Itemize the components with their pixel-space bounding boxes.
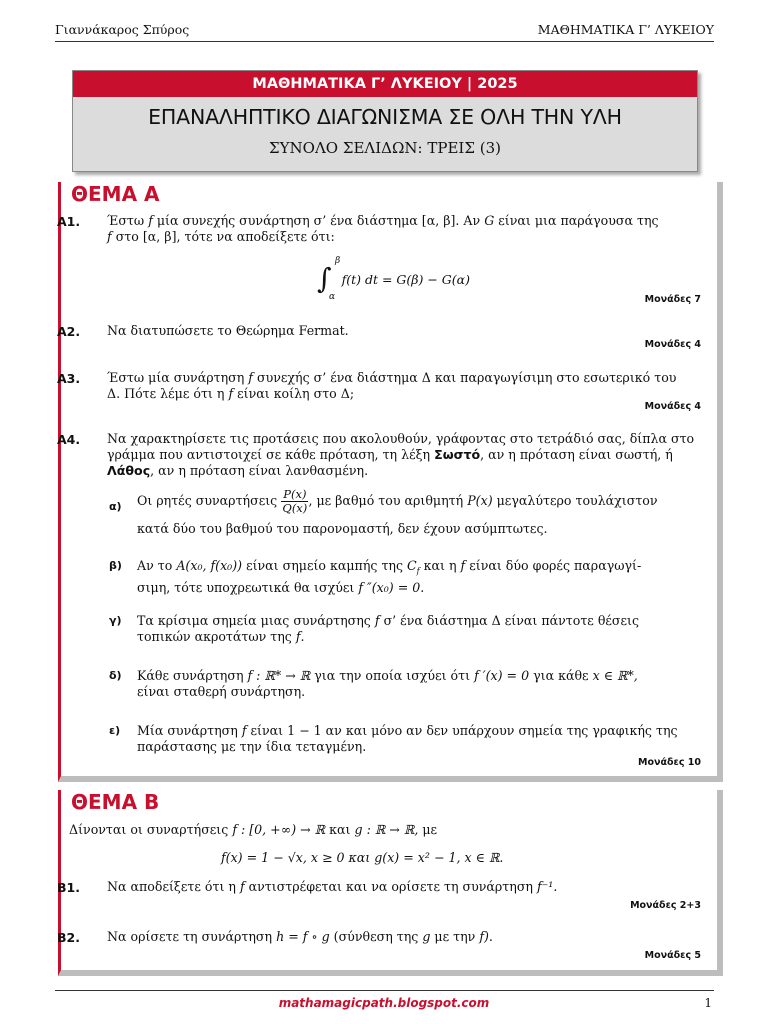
theme-b-formula: f(x) = 1 − √x, x ≥ 0 και g(x) = x² − 1, x ∈ ℝ. bbox=[221, 850, 504, 865]
a2-label: Α2. bbox=[57, 324, 81, 339]
b2-label: Β2. bbox=[57, 930, 80, 945]
a1-points: Μονάδες 7 bbox=[644, 294, 701, 305]
a4-points: Μονάδες 10 bbox=[638, 757, 701, 768]
a4-e-label: ε) bbox=[109, 724, 121, 737]
theme-b-intro: Δίνονται οι συναρτήσεις f : [0, +∞) → ℝ και g : ℝ → ℝ, με bbox=[69, 822, 438, 837]
a4-a-text: Οι ρητές συναρτήσεις $\frac{P(x)}{Q(x)}$ , με βαθμό του αριθμητή P(x) μεγαλύτερο τουλάχιστον κατά δύο του βαθμού του παρονομαστή, δεν έχουν ασύμπτωτες. bbox=[137, 487, 658, 536]
a4-b-text: Αν το A(x₀, f(x₀)) είναι σημείο καμπής της $C_f$ και η f είναι δύο φορές παραγωγί- σιμη, τότε υποχρεωτικά θα ισχύει f ″(x₀) = 0. bbox=[137, 558, 642, 595]
a1-text: Έστω f μία συνεχής συνάρτηση σ’ ένα διάστημα [α, β]. Αν G είναι μια παράγουσα της f στο [α, β], τότε να αποδείξετε ότι: bbox=[107, 213, 659, 244]
page-count: ΣΥΝΟΛΟ ΣΕΛΙΔΩΝ: ΤΡΕΙΣ (3) bbox=[269, 139, 501, 157]
a3-points: Μονάδες 4 bbox=[644, 401, 701, 412]
b2-points: Μονάδες 5 bbox=[644, 950, 701, 961]
a2-text: Να διατυπώσετε το Θεώρημα Fermat. bbox=[107, 323, 349, 338]
a4-d-label: δ) bbox=[109, 669, 122, 682]
a3-label: Α3. bbox=[57, 371, 81, 386]
a4-c-label: γ) bbox=[109, 614, 122, 627]
theme-b-title: ΘΕΜΑ Β bbox=[71, 790, 160, 814]
a4-b-label: β) bbox=[109, 559, 122, 572]
a4-a-label: α) bbox=[109, 500, 122, 513]
a1-formula: ∫ β α f(t) dt = G(β) − G(α) bbox=[317, 256, 470, 302]
header-subject: ΜΑΘΗΜΑΤΙΚΑ Γ’ ΛΥΚΕΙΟΥ bbox=[537, 22, 714, 37]
theme-a-title: ΘΕΜΑ Α bbox=[71, 182, 160, 206]
banner-top-strip: ΜΑΘΗΜΑΤΙΚΑ Γ’ ΛΥΚΕΙΟΥ | 2025 bbox=[73, 71, 697, 97]
a4-e-text: Μία συνάρτηση f είναι 1 − 1 αν και μόνο αν δεν υπάρχουν σημεία της γραφικής της παράστασης με την ίδια τεταγμένη. bbox=[137, 723, 678, 754]
b1-text: Να αποδείξετε ότι η f αντιστρέφεται και να ορίσετε τη συνάρτηση f⁻¹. bbox=[107, 879, 558, 894]
a4-c-text: Τα κρίσιμα σημεία μιας συνάρτησης f σ’ ένα διάστημα Δ είναι πάντοτε θέσεις τοπικών ακροτάτων της f. bbox=[137, 613, 640, 644]
rational-fraction: $\frac{P(x)}{Q(x)}$ bbox=[282, 487, 308, 515]
theme-b-section bbox=[58, 790, 723, 976]
a4-text: Να χαρακτηρίσετε τις προτάσεις που ακολουθούν, γράφοντας στο τετράδιό σας, δίπλα στο γράμμα που αντιστοιχεί σε κάθε πρόταση, τη λέξη Σωστό, αν η πρόταση είναι σωστή, ή Λάθος, αν η πρόταση είναι λανθασμένη. bbox=[107, 431, 695, 478]
page-number: 1 bbox=[704, 996, 712, 1010]
theme-a-section bbox=[58, 182, 723, 782]
footer-site-link[interactable]: mathamagicpath.blogspot.com bbox=[278, 996, 490, 1010]
a3-text: Έστω μία συνάρτηση f συνεχής σ’ ένα διάστημα Δ και παραγωγίσιμη στο εσωτερικό του Δ. Πότε λέμε ότι η f είναι κοίλη στο Δ; bbox=[107, 370, 677, 401]
header-rule bbox=[55, 41, 714, 42]
title-banner bbox=[72, 70, 698, 172]
a1-label: Α1. bbox=[57, 214, 81, 229]
a2-points: Μονάδες 4 bbox=[644, 339, 701, 350]
a4-label: Α4. bbox=[57, 432, 81, 447]
header-author: Γιαννάκαρος Σπύρος bbox=[55, 22, 190, 37]
integral-sign: ∫ bbox=[317, 262, 332, 295]
exam-title: ΕΠΑΝΑΛΗΠΤΙΚΟ ΔΙΑΓΩΝΙΣΜΑ ΣΕ ΟΛΗ ΤΗΝ ΥΛΗ bbox=[148, 105, 622, 129]
footer-rule bbox=[55, 990, 714, 991]
b2-text: Να ορίσετε τη συνάρτηση h = f ∘ g (σύνθεση της g με την f). bbox=[107, 929, 493, 944]
a4-d-text: Κάθε συνάρτηση f : ℝ* → ℝ για την οποία ισχύει ότι f ′(x) = 0 για κάθε x ∈ ℝ*, είναι σταθερή συνάρτηση. bbox=[137, 668, 638, 699]
b1-label: Β1. bbox=[57, 880, 80, 895]
b1-points: Μονάδες 2+3 bbox=[630, 900, 701, 911]
